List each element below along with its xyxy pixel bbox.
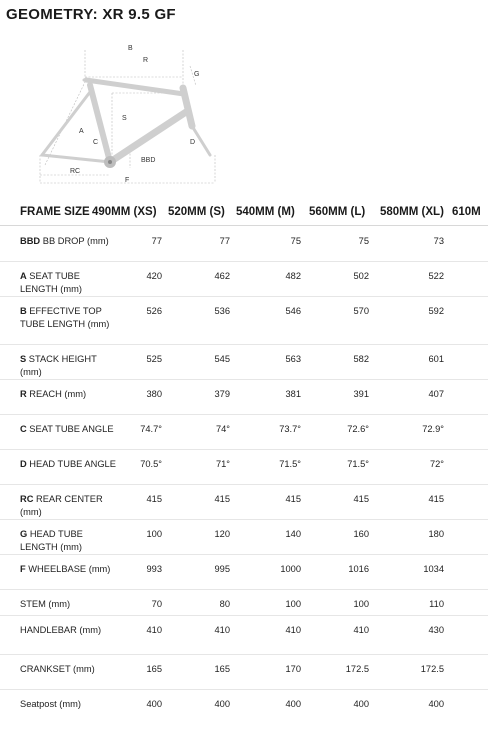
table-cell: 100 (353, 599, 369, 609)
size-header: 520MM (S) (168, 206, 225, 218)
table-cell: 462 (214, 271, 230, 281)
row-label: Seatpost (mm) (20, 699, 81, 709)
table-row (0, 655, 488, 690)
table-cell: 71.5° (347, 459, 369, 469)
table-cell: 601 (428, 354, 444, 364)
diagram-label-d: D (190, 139, 196, 146)
table-cell: 400 (285, 699, 301, 709)
table-cell: 582 (353, 354, 369, 364)
table-cell: 120 (214, 529, 230, 539)
table-cell: 1034 (423, 564, 444, 574)
table-cell: 110 (429, 599, 444, 609)
table-cell: 180 (428, 529, 444, 539)
table-cell: 73.7° (279, 424, 301, 434)
frame-geometry-diagram (0, 30, 250, 195)
table-row (0, 380, 488, 415)
table-cell: 379 (214, 389, 230, 399)
size-header: 610M (452, 206, 481, 218)
table-cell: 172.5 (420, 664, 444, 674)
table-cell: 525 (146, 354, 162, 364)
size-header: 540MM (M) (236, 206, 295, 218)
diagram-label-bbd: BBD (141, 157, 156, 164)
table-cell: 415 (214, 494, 230, 504)
row-label: F WHEELBASE (mm) (20, 564, 111, 574)
geometry-table (0, 227, 488, 744)
table-cell: 100 (285, 599, 301, 609)
row-label: HANDLEBAR (mm) (20, 625, 102, 635)
table-cell: 75 (290, 236, 301, 246)
table-cell: 100 (146, 529, 162, 539)
table-cell: 415 (353, 494, 369, 504)
table-cell: 140 (285, 529, 301, 539)
table-cell: 430 (428, 625, 444, 635)
table-cell: 73 (433, 236, 444, 246)
diagram-label-a: A (79, 128, 84, 135)
table-cell: 545 (214, 354, 230, 364)
table-cell: 391 (353, 389, 369, 399)
table-row (0, 297, 488, 345)
table-cell: 400 (353, 699, 369, 709)
diagram-label-b: B (128, 45, 133, 52)
size-header: 580MM (XL) (380, 206, 444, 218)
row-label: C SEAT TUBE ANGLE (20, 424, 114, 434)
table-cell: 170 (285, 664, 301, 674)
row-label: D HEAD TUBE ANGLE (20, 459, 116, 469)
table-row (0, 345, 488, 380)
size-header: 560MM (L) (309, 206, 366, 218)
table-row (0, 485, 488, 520)
table-cell: 380 (146, 389, 162, 399)
table-cell: 1016 (348, 564, 369, 574)
row-label: R REACH (mm) (20, 389, 87, 399)
table-cell: 415 (285, 494, 301, 504)
row-label: G HEAD TUBE LENGTH (mm) (20, 529, 83, 552)
table-cell: 400 (428, 699, 444, 709)
table-cell: 70.5° (140, 459, 162, 469)
table-cell: 165 (146, 664, 162, 674)
row-label: RC REAR CENTER (mm) (20, 494, 103, 517)
row-label: STEM (mm) (20, 599, 71, 609)
table-cell: 71.5° (279, 459, 301, 469)
size-header: 490MM (XS) (92, 206, 157, 218)
table-row (0, 590, 488, 616)
table-cell: 410 (353, 625, 369, 635)
table-cell: 482 (285, 271, 301, 281)
table-cell: 70 (151, 599, 162, 609)
row-label: S STACK HEIGHT (mm) (20, 354, 97, 377)
table-cell: 407 (428, 389, 444, 399)
table-row (0, 227, 488, 262)
table-cell: 74° (215, 424, 230, 434)
row-label: BBD BB DROP (mm) (20, 236, 109, 246)
diagram-label-s: S (122, 115, 127, 122)
table-cell: 592 (428, 306, 444, 316)
table-cell: 415 (146, 494, 162, 504)
table-cell: 502 (353, 271, 369, 281)
table-cell: 75 (358, 236, 369, 246)
table-cell: 995 (214, 564, 230, 574)
diagram-label-g: G (194, 71, 200, 78)
table-cell: 546 (285, 306, 301, 316)
table-cell: 522 (428, 271, 444, 281)
table-cell: 72° (429, 459, 444, 469)
table-cell: 400 (214, 699, 230, 709)
table-header (0, 205, 488, 226)
table-cell: 410 (285, 625, 301, 635)
page-title: GEOMETRY: XR 9.5 GF (6, 6, 176, 23)
table-row (0, 690, 488, 728)
table-cell: 410 (214, 625, 230, 635)
table-cell: 381 (285, 389, 301, 399)
table-cell: 72.6° (347, 424, 369, 434)
table-row (0, 520, 488, 555)
table-cell: 536 (214, 306, 230, 316)
diagram-label-r: R (143, 57, 149, 64)
diagram-label-rc: RC (70, 168, 81, 175)
row-label: CRANKSET (mm) (20, 664, 95, 674)
table-row (0, 555, 488, 590)
row-label: A SEAT TUBE LENGTH (mm) (20, 271, 82, 294)
diagram-label-f: F (125, 177, 130, 184)
table-row (0, 450, 488, 485)
table-cell: 563 (285, 354, 301, 364)
table-cell: 526 (146, 306, 162, 316)
table-cell: 74.7° (140, 424, 162, 434)
table-row (0, 415, 488, 450)
table-cell: 172.5 (345, 664, 369, 674)
row-label: B EFFECTIVE TOP TUBE LENGTH (mm) (20, 306, 110, 329)
table-cell: 570 (353, 306, 369, 316)
table-row (0, 262, 488, 297)
table-cell: 1000 (280, 564, 301, 574)
table-cell: 410 (146, 625, 162, 635)
table-cell: 415 (428, 494, 444, 504)
table-cell: 80 (219, 599, 230, 609)
table-cell: 400 (146, 699, 162, 709)
table-cell: 71° (215, 459, 230, 469)
diagram-label-c: C (93, 139, 99, 146)
frame-size-header: FRAME SIZE (20, 206, 90, 218)
table-cell: 160 (353, 529, 369, 539)
table-cell: 77 (219, 236, 230, 246)
table-cell: 420 (146, 271, 162, 281)
table-cell: 72.9° (422, 424, 444, 434)
table-row (0, 616, 488, 655)
table-cell: 77 (151, 236, 162, 246)
table-cell: 993 (146, 564, 162, 574)
table-cell: 165 (214, 664, 230, 674)
